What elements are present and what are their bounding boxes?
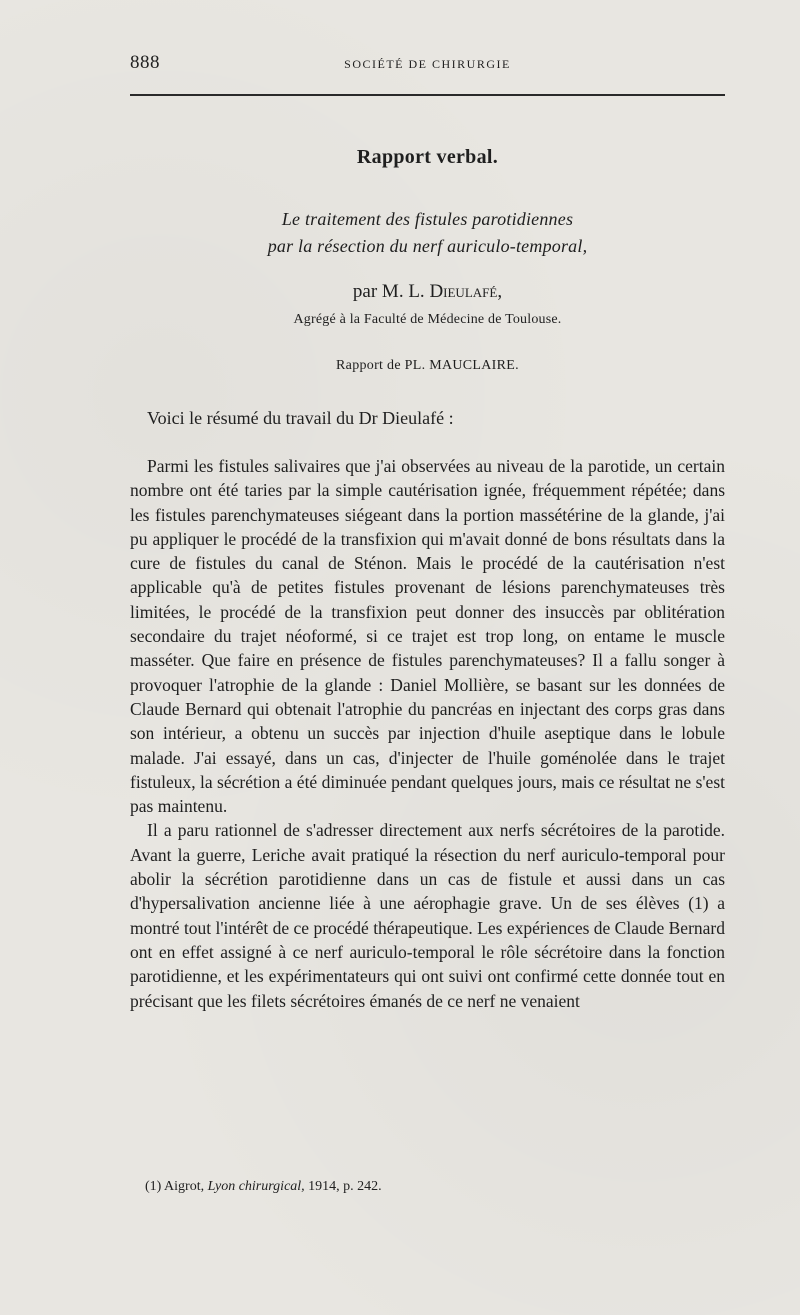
footnote-suffix: 1914, p. 242. <box>304 1179 382 1194</box>
subtitle-line-2: par la résection du nerf auriculo-temporal, <box>267 236 588 256</box>
page-header <box>130 52 725 76</box>
reporter-line: Rapport de PL. MAUCLAIRE. <box>336 358 519 373</box>
footnote <box>145 1179 725 1195</box>
author-affiliation: Agrégé à la Faculté de Médecine de Toulouse. <box>293 312 562 327</box>
header-rule <box>130 94 725 96</box>
body-text <box>130 454 725 1013</box>
running-head: SOCIÉTÉ DE CHIRURGIE <box>344 57 511 71</box>
page-number: 888 <box>130 52 160 73</box>
author-name: Dieulafé, <box>429 281 503 302</box>
body-paragraph-2: Il a paru rationnel de s'adresser directement aux nerfs sécrétoires de la parotide. Avant la guerre, Leriche avait pratiqué la résection du nerf auriculo-temporal pour abolir la sécrétion parotidienne dans un cas de fistule et aussi dans un cas d'hypersalivation ancienne liée à une aérophagie grave. Un de ses élèves (1) a montré tout l'intérêt de ce procédé thérapeutique. Les expériences de Claude Bernard ont en effet assigné à ce nerf auriculo-temporal le rôle sécrétoire dans la fonction parotidienne, et les expérimentateurs qui ont suivi ont confirmé cette donnée tout en précisant que les filets sécrétoires émanés de ce nerf ne venaient <box>130 820 725 1011</box>
footnote-prefix: (1) Aigrot, <box>145 1179 208 1194</box>
body-paragraph-1: Parmi les fistules salivaires que j'ai observées au niveau de la parotide, un certain nombre ont été taries par la simple cautérisation ignée, fréquemment répétée; dans les fistules parenchymateuses siégeant dans la portion massétérine de la glande, j'ai pu appliquer le procédé de la transfixion qui m'avait donné de bons résultats dans la cure de fistules du canal de Sténon. Mais le procédé de la cautérisation n'est applicable qu'à de petites fistules provenant de lésions parenchymateuses très limitées, le procédé de la transfixion peut donner des insuccès par oblitération secondaire du trajet néoformé, si ce trajet est trop long, on entame le muscle masséter. Que faire en présence de fistules parenchymateuses? Il a fallu songer à provoquer l'atrophie de la glande : Daniel Mollière, se basant sur les données de Claude Bernard qui obtenait l'atrophie du pancréas en injectant des corps gras dans son intérieur, a obtenu un succès par injection d'huile aseptique dans le lobule malade. J'ai essayé, dans un cas, d'injecter de l'huile goménolée dans le trajet fistuleux, la sécrétion a été diminuée pendant quelques jours, mais ce résultat ne s'est pas maintenu. <box>130 456 725 817</box>
lead-sentence: Voici le résumé du travail du Dr Dieulafé : <box>147 408 454 428</box>
article-title: Rapport verbal. <box>356 146 499 168</box>
subtitle-line-1: Le traitement des fistules parotidiennes <box>281 209 574 229</box>
author-prefix: par M. L. <box>352 281 430 302</box>
author-line <box>130 281 725 303</box>
article-subtitle <box>130 206 725 260</box>
footnote-journal: Lyon chirurgical, <box>207 1179 305 1194</box>
